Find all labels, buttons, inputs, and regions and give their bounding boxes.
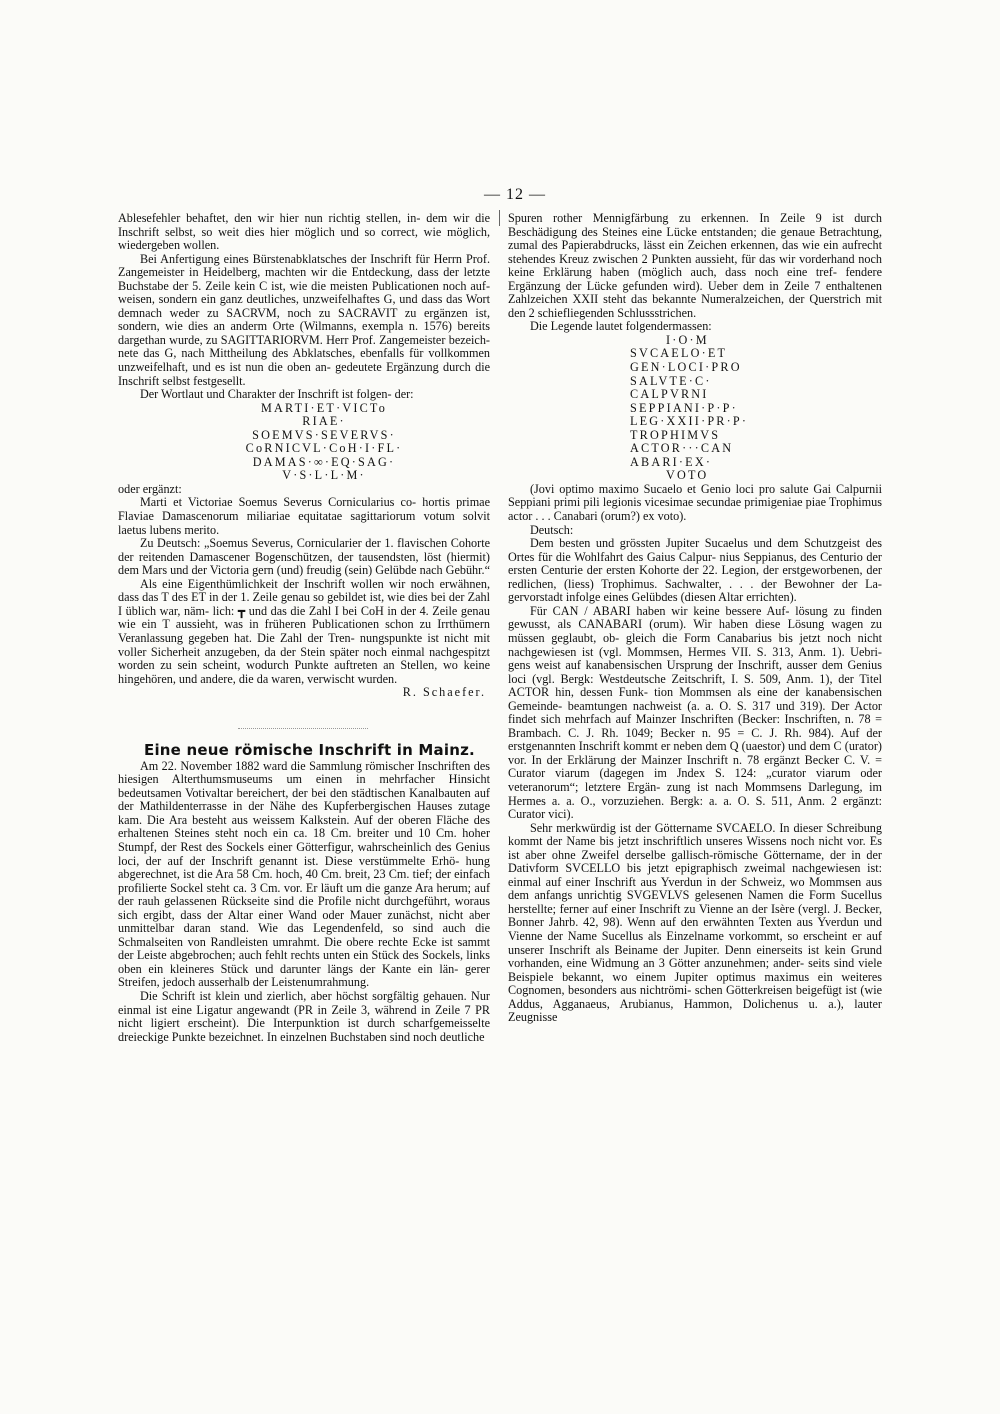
inscription-line: I·O·M — [666, 332, 709, 347]
right-column — [508, 212, 882, 1025]
inscription-line: ACTOR···CAN — [630, 441, 734, 456]
article-heading: Eine neue römische Inschrift in Mainz. — [144, 740, 475, 759]
inscription-line: CoRNICVL·CoH·I·FL· — [245, 441, 403, 456]
inscription-line: RIAE· — [302, 414, 346, 429]
author-signature: R. Schaefer. — [402, 685, 486, 700]
inscription-line: ABARI·EX· — [630, 454, 713, 469]
right-paragraph-3: (Jovi optimo maximo Sucaelo et Genio loci pro salute Gai Calpurnii Seppiani primi pili legionis vicesimae secundae primigeniae piae Trophimus actor . . . Canabari (orum?) ex voto). — [508, 481, 882, 524]
inscription-line: LEG·XXII·PR·P· — [630, 414, 749, 429]
right-paragraph-2: Die Legende lautet folgendermassen: — [529, 319, 712, 334]
inscription-line: TROPHIMVS — [630, 427, 721, 442]
left-paragraph-2: Bei Anfertigung eines Bürstenabklatsches der Inschrift für Herrn Prof. Zangemeister in Heidelberg, machten wir die Entdeckung, dass der letzte Buchstabe der 5. Zeile kein C ist, wie die meisten Publicationen noch auf- weisen, sondern ein ganz deutliches, unzweifelhaftes G, und dass das Wort demnach weder zu SACRVM, noch zu SACRAVIT zu ergänzen ist, sondern, wie dies an anderm Orte (Wilmanns, exempla n. 1576) bereits dargethan wurde, zu SAGITTARIORVM. Herr Prof. Zangemeister bezeich- nete das G, nach Mittheilung des Abklatsches, ebenfalls für vollkommen unzweifelhaft, und es ist nun die oben an- gedeutete Ergänzung durch die Inschrift selbst festgesellt. — [118, 251, 490, 388]
right-paragraph-1: Spuren rother Mennigfärbung zu erkennen. In Zeile 9 ist durch Beschädigung des Steines eine Lücke entstanden; die genaue Betrachtung, zumal des Papierabdrucks, lässt ein Zeichen erkennen, das wie ein aufrecht stehendes Kreuz zwischen 2 Punkten aussieht, für das wir vorderhand noch keine Erklärung haben (möglich auch, dass noch eine tref- fendere Ergänzung der Lücke gefunden wird). Ueber dem in Zeile 7 enthaltenen Zahlzeichen XXII steht das bekannte Numeralzeichen, der Querstrich mit den 2 schiefliegenden Schlussstrichen. — [508, 211, 882, 320]
page-number: — 12 — — [484, 186, 546, 203]
section-separator — [238, 728, 368, 730]
left-paragraph-5: Marti et Victoriae Soemus Severus Cornicularius co- hortis primae Flaviae Damascenorum miliariae equitatae sagittariorum votum solvit laetus lubens merito. — [118, 495, 490, 537]
right-paragraph-5: Dem besten und grössten Jupiter Sucaelus und dem Schutzgeist des Ortes für die Wohlfahrt des Gaius Calpur- nius Seppianus, des Centurio der ersten Centurie der ersten Kohorte der 22. Legion, der erstgeworbenen, der redlichen, (liess) Trophimus. Sachwalter, . . . der Bewohner der La- gervorstadt infolge eines Gelübdes (diesen Altar errichten). — [508, 536, 882, 605]
right-paragraph-4: Deutsch: — [529, 522, 574, 537]
inscription-jupiter — [630, 334, 882, 483]
left-paragraph-4: oder ergänzt: — [118, 481, 182, 496]
inscription-line: SVCAELO·ET — [630, 346, 728, 361]
inscription-mars — [118, 402, 490, 483]
inscription-line: SEPPIANI·P·P· — [630, 400, 738, 415]
left-column — [118, 212, 490, 1044]
inscription-line: DAMAS·∞·EQ·SAG· — [252, 454, 396, 469]
left-paragraph-1: Ablesefehler behaftet, den wir hier nun richtig stellen, in- dem wir die Inschrift selbst, so weit dies hier möglich und so correct, wie möglich, wiedergeben wollen. — [118, 211, 490, 253]
left-paragraph-8: Am 22. November 1882 ward die Sammlung römischer Inschriften des hiesigen Alterthumsmuseums um einen in mehrfacher Hinsicht bedeutsamen Votivaltar bereichert, der bei den städtischen Kanalbauten auf der Mathildenterrasse in der Nähe des Kupferbergischen Hauses zutage kam. Die Ara besteht aus weissem Kalkstein. Auf der oberen Fläche des erhaltenen Steines steht noch ein ca. 18 Cm. breiter und 10 Cm. hoher Stumpf, der Rest des Sockels einer Götterfigur, wahrscheinlich des Genius loci, der auf der Inschrift genannt ist. Diese verstümmelte Erhö- hung abgerechnet, ist die Ara 58 Cm. hoch, 40 Cm. breit, 23 Cm. tief; der einfach profilierte Sockel steht ca. 3 Cm. vor. Er läuft um die ganze Ara herum; auf der rauh gelassenen Rückseite sind die Profile nicht durchgeführt, woraus sich ergibt, dass der Altar einer Wand oder Mauer zunächst, nicht aber unmittelbar daran stand. Wie das Legendenfeld, so sind auch die Schmalseiten von Randleisten umrahmt. Die obere rechte Ecke ist sammt der Leiste abgebrochen; auch fehlt rechts unten ein Stück des Sockels, links oben ein kleineres Stück und darunter längs der Kante ein län- gerer Streifen, jedoch ausserhalb der Leistenumrahmung. — [118, 758, 490, 990]
inscription-line: GEN·LOCI·PRO — [630, 360, 742, 375]
inscription-line: MARTI·ET·VICTo — [260, 400, 388, 415]
column-divider — [499, 210, 500, 226]
right-paragraph-6: Für CAN / ABARI haben wir keine bessere Auf- lösung zu finden gewusst, als CANABARI (orum). Wir haben diese Lösung wagen zu müssen geglaubt, ob- gleich die Form Canabarius bis jetzt noch nicht nachgewiesen ist (vgl. Mommsen, Hermes VII. S. 313, Anm. 1). Uebri- gens weist auf kanabensischen Ursprung der Inschrift, ausser dem Genius loci (vgl. Bergk: Westdeutsche Zeitschrift, I. S. 509, Anm. 1), der Titel ACTOR hin, dessen Funk- tion Mommsen als eine der kanabensischen Gemeinde- beamtungen nachweist (a. a. O. S. 317 und 319). Der Actor findet sich mehrfach auf Mainzer Inschriften (Becker: Inschriften, n. 78 = Brambach. C. J. Rh. 1049; Becker n. 95 = C. J. Rh. 984). Auf der erstgenannten Inschrift kommt er neben dem Q (uaestor) und dem C (urator) vor. In der Erklärung der Mainzer Inschrift n. 78 ergänzt Becker C. V. = Curator viarum (dagegen im Jndex S. 124: „curator viarum oder veteranorum“; letztere Ergän- zung ist nach Mommsens Darlegung, im Hermes a. a. O., vorzuziehen. Bergk: a. a. O. S. 511, Anm. 2 ergänzt: Curator vici). — [508, 603, 882, 822]
inscription-line: VOTO — [666, 468, 709, 483]
inscription-line: SALVTE·C· — [630, 373, 712, 388]
inscription-line: V·S·L·L·M· — [282, 468, 366, 483]
left-paragraph-6: Zu Deutsch: „Soemus Severus, Cornicularier der 1. flavischen Cohorte der reitenden Damascener Bogenschützen, der tausendsten, löst (hiermit) dem Mars und der Victoria gern (und) freudig (sein) Gelübde nach Gebühr.“ — [118, 536, 490, 578]
left-paragraph-3: Der Wortlaut und Charakter der Inschrift ist folgen- der: — [139, 387, 414, 402]
left-paragraph-9: Die Schrift ist klein und zierlich, aber höchst sorgfältig gehauen. Nur einmal ist eine Ligatur angewandt (PR in Zeile 3, während in Zeile 7 PR nicht ligiert erscheint). Die Interpunktion ist durch scharfgemeisselte dreieckige Punkte bezeichnet. In einzelnen Buchstaben sind noch deutliche — [118, 988, 490, 1044]
left-paragraph-7: Als eine Eigenthümlichkeit der Inschrift wollen wir noch erwähnen, dass das T des ET in der 1. Zeile genau so gebildet ist, wie dies bei der Zahl I üblich war, näm- lich: ┳ und das die Zahl I bei CoH in der 4. Zeile genau wie ein T aussieht, was in früheren Publicationen schon zu Irrthümern Veranlassung gegeben hat. Die Zahl der Tren- nungspunkte ist nicht mit voller Sicherheit anzugeben, da der Stein später noch einmal nachgespitzt worden zu sein scheint, wodurch Punkte auftreten an Stellen, wo keine hingehören, und andere, die da waren, verwischt wurden. — [118, 576, 490, 686]
inscription-line: CALPVRNI — [630, 387, 709, 402]
inscription-line: SOEMVS·SEVERVS· — [252, 427, 396, 442]
right-paragraph-7: Sehr merkwürdig ist der Göttername SVCAELO. In dieser Schreibung kommt der Name bis jetzt inschriftlich unseres Wissens noch nicht vor. Es ist aber ohne Zweifel derselbe gallisch-römische Göttername, der in der Dativform SVCELLO bis jetzt epigraphisch zweimal nachgewiesen ist: einmal auf einer Inschrift aus Yverdun in der Schweiz, wo Mommsen aus dem anfangs unrichtig SVGEVLVS gelesenen Namen die Form Sucellus herstellte; ferner auf einer Inschrift zu Vienne an der Isère (vergl. J. Becker, Bonner Jahrb. 42, 98). Wenn auf den erwähnten Texten aus Yverdun und Vienne der Name Sucellus als Einzelname vorkommt, so erscheint er auf unserer Inschrift als Beiname der Jupiter. Denn einerseits ist kein Grund vorhanden, eine Widmung an 3 Götter anzunehmen; ander- seits sind viele Beispiele bekannt, wo einem Jupiter optimus maximus ein weiteres Cognomen, besonders aus nichtrömi- schen Götterkreisen beigefügt ist (wie Addus, Agganaeus, Arubianus, Hammon, Dolichenus u. a.), lauter Zeugnisse — [508, 820, 882, 1025]
